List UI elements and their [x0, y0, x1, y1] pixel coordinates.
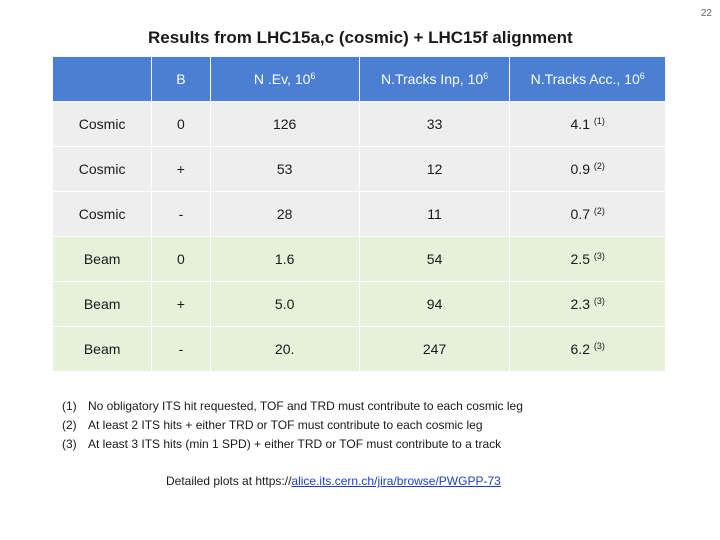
cell-tracks-acc: 4.1 $^{(1)}$ — [510, 102, 666, 147]
header-cell-n-ev: N .Ev, $10^6$ — [210, 57, 359, 102]
detailed-plots-prefix: Detailed plots at https:// — [166, 474, 292, 488]
header-cell-tracks-acc: N.Tracks Acc., $10^6$ — [510, 57, 666, 102]
cell-type: Beam — [53, 282, 152, 327]
footnote-number: (1) — [62, 399, 77, 413]
table-row — [53, 282, 666, 327]
header-cell-tracks-inp: N.Tracks Inp, $10^6$ — [359, 57, 510, 102]
cell-type: Beam — [53, 327, 152, 372]
cell-b: + — [152, 147, 210, 192]
detailed-plots-line — [166, 474, 501, 488]
footnote-item — [62, 435, 523, 454]
header-exponent: 6 — [483, 71, 489, 81]
footnote-ref: (3) — [593, 341, 605, 351]
cell-tracks-acc: 6.2 $^{(3)}$ — [510, 327, 666, 372]
table-row — [53, 237, 666, 282]
footnote-number: (2) — [62, 418, 77, 432]
cell-tracks-acc: 0.7 $^{(2)}$ — [510, 192, 666, 237]
detailed-plots-link[interactable]: alice.its.cern.ch/jira/browse/PWGPP-73 — [291, 474, 501, 488]
header-cell-b: B — [152, 57, 210, 102]
cell-n-ev: 1.6 — [210, 237, 359, 282]
cell-b: - — [152, 192, 210, 237]
table-row — [53, 147, 666, 192]
results-table — [52, 56, 666, 372]
cell-b: 0 — [152, 102, 210, 147]
footnote-number: (3) — [62, 437, 77, 451]
table-row — [53, 327, 666, 372]
header-cell-type — [53, 57, 152, 102]
cell-tracks-acc: 2.5 $^{(3)}$ — [510, 237, 666, 282]
cell-tracks-acc: 0.9 $^{(2)}$ — [510, 147, 666, 192]
table-header-row — [53, 57, 666, 102]
cell-n-ev: 28 — [210, 192, 359, 237]
cell-tracks-inp: 12 — [359, 147, 510, 192]
footnote-text: No obligatory ITS hit requested, TOF and TRD must contribute to each cosmic leg — [88, 399, 523, 413]
cell-tracks-inp: 247 — [359, 327, 510, 372]
cell-n-ev: 53 — [210, 147, 359, 192]
cell-tracks-inp: 11 — [359, 192, 510, 237]
cell-tracks-acc: 2.3 $^{(3)}$ — [510, 282, 666, 327]
cell-b: + — [152, 282, 210, 327]
cell-tracks-inp: 94 — [359, 282, 510, 327]
footnote-ref: (1) — [593, 116, 605, 126]
table-row — [53, 192, 666, 237]
cell-type: Cosmic — [53, 147, 152, 192]
cell-type: Cosmic — [53, 102, 152, 147]
footnote-item — [62, 397, 523, 416]
cell-type: Cosmic — [53, 192, 152, 237]
cell-tracks-inp: 54 — [359, 237, 510, 282]
footnote-ref: (2) — [593, 206, 605, 216]
cell-n-ev: 5.0 — [210, 282, 359, 327]
cell-n-ev: 126 — [210, 102, 359, 147]
table-row — [53, 102, 666, 147]
header-exponent: 6 — [639, 71, 645, 81]
footnote-ref: (3) — [593, 251, 605, 261]
header-exponent: 6 — [310, 71, 316, 81]
slide-title: Results from LHC15a,c (cosmic) + LHC15f alignment — [148, 28, 573, 47]
footnote-text: At least 3 ITS hits (min 1 SPD) + either TRD or TOF must contribute to a track — [88, 437, 502, 451]
footnotes — [62, 397, 523, 454]
page-number: 22 — [700, 8, 712, 19]
cell-tracks-inp: 33 — [359, 102, 510, 147]
footnote-ref: (2) — [593, 161, 605, 171]
cell-type: Beam — [53, 237, 152, 282]
cell-n-ev: 20. — [210, 327, 359, 372]
footnote-ref: (3) — [593, 296, 605, 306]
cell-b: - — [152, 327, 210, 372]
cell-b: 0 — [152, 237, 210, 282]
footnote-item — [62, 416, 523, 435]
footnote-text: At least 2 ITS hits + either TRD or TOF must contribute to each cosmic leg — [88, 418, 483, 432]
